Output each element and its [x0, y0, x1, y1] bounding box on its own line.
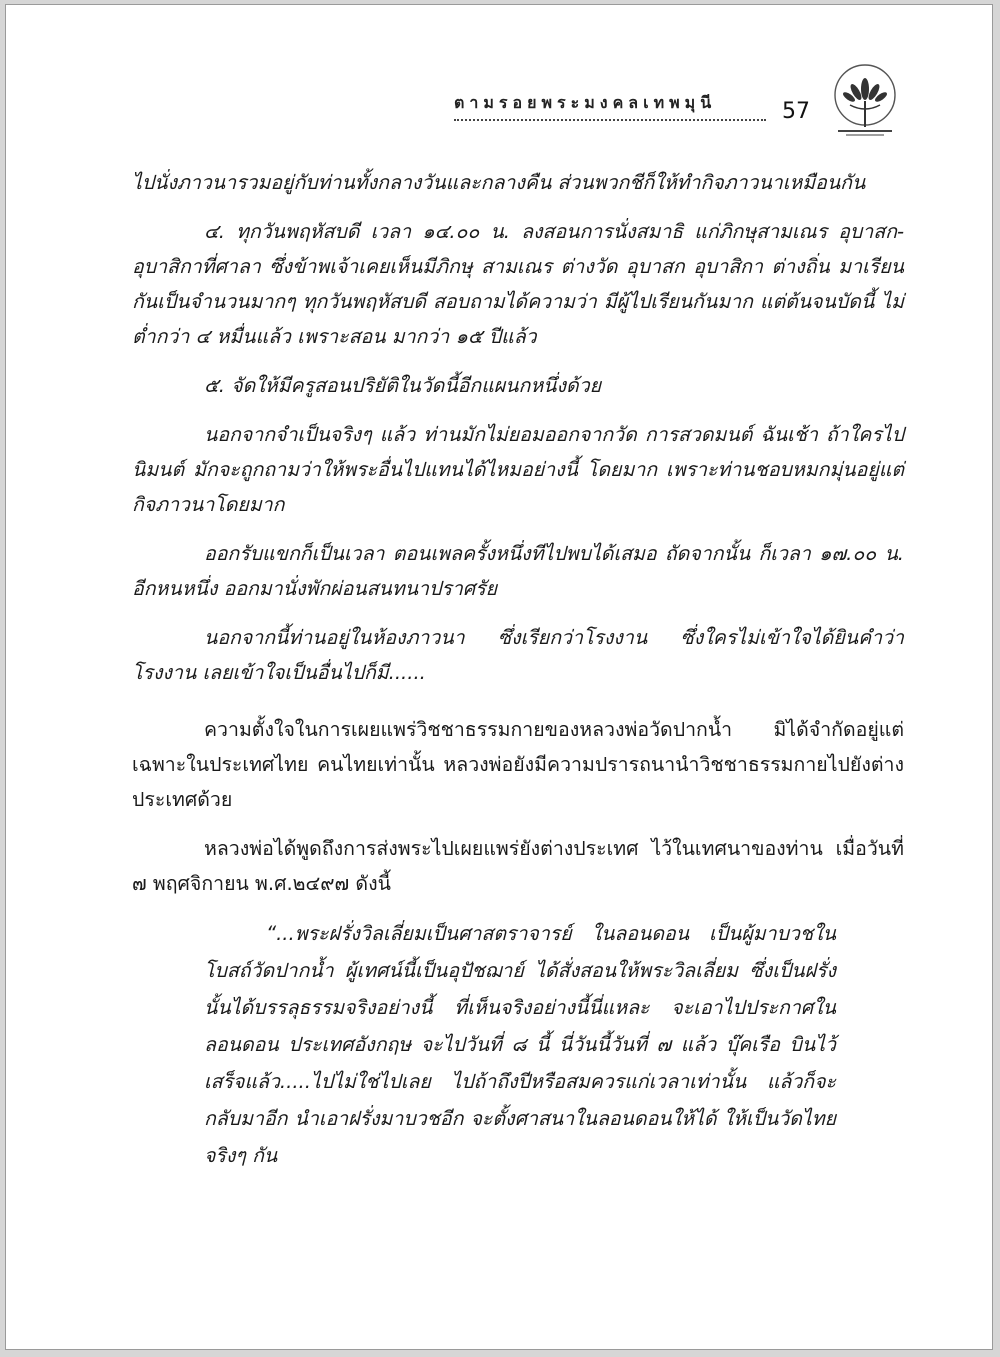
paragraph-sermon-intro: หลวงพ่อได้พูดถึงการส่งพระไปเผยแพร่ยังต่างประเทศ ไว้ในเทศนาของท่าน เมื่อวันที่ ๗ พฤศจิกายน พ.ศ.๒๔๙๗ ดังนี้ [132, 837, 904, 895]
paragraph-meditation-room: นอกจากนี้ท่านอยู่ในห้องภาวนา ซึ่งเรียกว่าโรงงาน ซึ่งใครไม่เข้าใจได้ยินคำว่าโรงงาน เลยเข้าใจเป็นอื่นไปก็มี...... [132, 626, 904, 684]
paragraph-stay-in-temple: นอกจากจำเป็นจริงๆ แล้ว ท่านมักไม่ยอมออกจากวัด การสวดมนต์ ฉันเช้า ถ้าใครไปนิมนต์ มักจะถูกถามว่าให้พระอื่นไปแทนได้ไหมอย่างนี้ โดยมาก เพราะท่านชอบหมกมุ่นอยู่แต่กิจภาวนาโดยมาก [132, 423, 904, 516]
paragraph-continuation: ไปนั่งภาวนารวมอยู่กับท่านทั้งกลางวันและกลางคืน ส่วนพวกชีก็ให้ทำกิจภาวนาเหมือนกัน [132, 171, 866, 194]
page-content [132, 165, 904, 1188]
running-title: ตามรอยพระมงคลเทพมุนี [454, 93, 717, 112]
page-header [6, 5, 994, 145]
page-number: 57 [782, 99, 810, 124]
header-dotted-rule [454, 119, 766, 121]
lotus-emblem-icon [828, 61, 902, 141]
sermon-quote: “...พระฝรั่งวิลเลี่ยมเป็นศาสตราจารย์ ในลอนดอน เป็นผู้มาบวชในโบสถ์วัดปากน้ำ ผู้เทศน์นี้เป็นอุปัชฌาย์ ได้สั่งสอนให้พระวิลเลี่ยม ซึ่งเป็นฝรั่งนั้นได้บรรลุธรรมจริงอย่างนี้ ที่เห็นจริงอย่างนี้นี่แหละ จะเอาไปประกาศในลอนดอน ประเทศอังกฤษ จะไปวันที่ ๘ นี้ นี่วันนี้วันที่ ๗ แล้ว บุ๊คเรือ บินไว้เสร็จแล้ว.....ไปไม่ใช่ไปเลย ไปถ้าถึงปีหรือสมควรแก่เวลาเท่านั้น แล้วก็จะกลับมาอีก นำเอาฝรั่งมาบวชอีก จะตั้งศาสนาในลอนดอนให้ได้ ให้เป็นวัดไทยจริงๆ กัน [204, 922, 836, 1167]
book-page [5, 4, 993, 1350]
paragraph-receiving-guests: ออกรับแขกก็เป็นเวลา ตอนเพลครั้งหนึ่งทีไปพบได้เสมอ ถัดจากนั้น ก็เวลา ๑๗.๐๐ น. อีกหนหนึ่ง ออกมานั่งพักผ่อนสนทนาปราศรัย [132, 542, 904, 600]
paragraph-item-5: ๕. จัดให้มีครูสอนปริยัติในวัดนี้อีกแผนกหนึ่งด้วย [204, 374, 602, 397]
paragraph-overseas-intent: ความตั้งใจในการเผยแพร่วิชชาธรรมกายของหลวงพ่อวัดปากน้ำ มิได้จำกัดอยู่แต่เฉพาะในประเทศไทย คนไทยเท่านั้น หลวงพ่อยังมีความปรารถนานำวิชชาธรรมกายไปยังต่างประเทศด้วย [132, 718, 904, 811]
paragraph-item-4: ๔. ทุกวันพฤหัสบดี เวลา ๑๔.๐๐ น. ลงสอนการนั่งสมาธิ แก่ภิกษุสามเณร อุบาสก-อุบาสิกาที่ศาลา ซึ่งข้าพเจ้าเคยเห็นมีภิกษุ สามเณร ต่างวัด อุบาสก อุบาสิกา ต่างถิ่น มาเรียนกันเป็นจำนวนมากๆ ทุกวันพฤหัสบดี สอบถามได้ความว่า มีผู้ไปเรียนกันมาก แต่ต้นจนบัดนี้ ไม่ต่ำกว่า ๔ หมื่นแล้ว เพราะสอน มากว่า ๑๕ ปีแล้ว [132, 220, 904, 348]
